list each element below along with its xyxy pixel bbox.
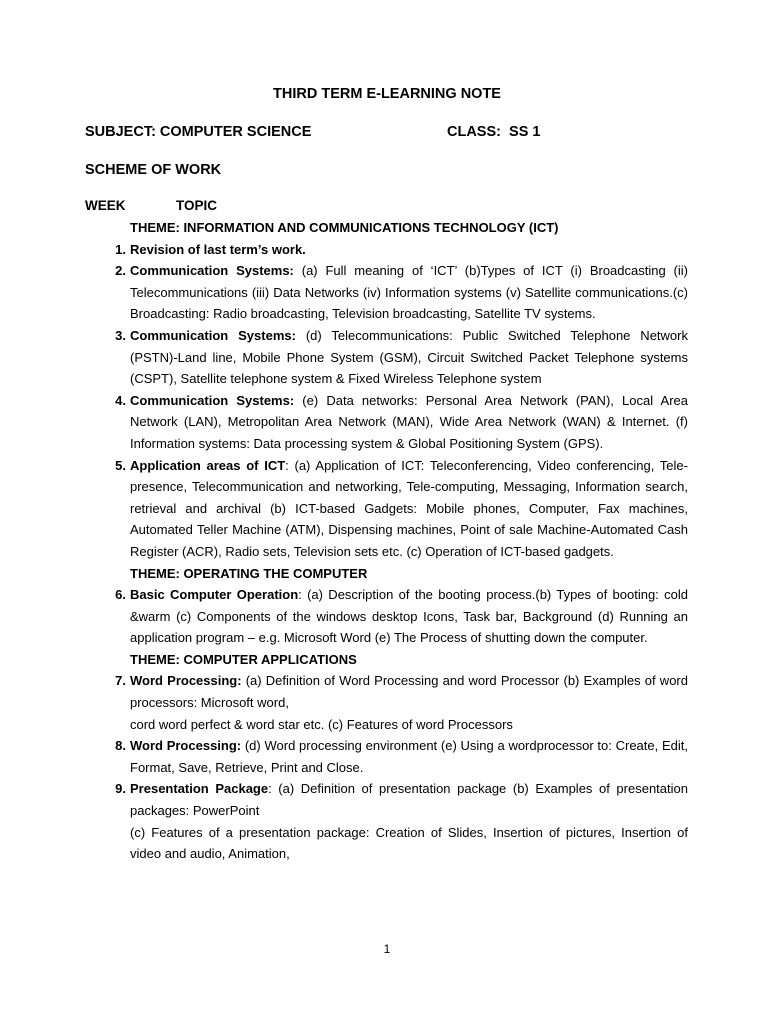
item-text: (d) Word processing environment (e) Using a wordprocessor to: Create, Edit, Format, Save, Retrieve, Print and Close. (130, 738, 688, 775)
item-text: (d) Telecommunications: Public Switched Telephone Network (PSTN)-Land line, Mobile Phone System (GSM), Circuit Switched Packet Telephone systems (CSPT), Satellite telephone system & Fixed Wireless Telephone system (130, 327, 688, 387)
list-item (115, 778, 688, 864)
topic-list-operating (115, 584, 688, 649)
list-item (115, 325, 688, 390)
item-number: 1. (115, 241, 126, 257)
item-continuation: cord word perfect & word star etc. (c) Features of word Processors (130, 716, 513, 732)
item-number: 5. (115, 457, 126, 473)
topic-list-ict (115, 239, 688, 563)
item-number: 4. (115, 392, 126, 408)
theme-heading-operating: THEME: OPERATING THE COMPUTER (130, 565, 368, 581)
item-text: (e) Data networks: Personal Area Network (PAN), Local Area Network (LAN), Metropolitan Area Network (MAN), Wide Area Network (WAN) & Internet. (f) Information systems: Data processing system & Global Positioning System (GPS). (130, 392, 688, 451)
item-number: 6. (115, 587, 126, 603)
item-title: Communication Systems: (130, 327, 296, 343)
item-number: 9. (115, 781, 126, 797)
topic-list-applications (115, 670, 688, 864)
list-item (115, 584, 688, 649)
subject-label: SUBJECT: COMPUTER SCIENCE (85, 124, 312, 140)
item-text: (a) Definition of Word Processing and word Processor (b) Examples of word processors: Microsoft word, (130, 673, 688, 711)
item-continuation: (c) Features of a presentation package: Creation of Slides, Insertion of pictures, Insertion of video and audio, Animation, (130, 824, 688, 862)
list-item (115, 735, 688, 778)
item-number: 2. (115, 263, 126, 279)
item-title: Application areas of ICT (130, 457, 286, 473)
item-number: 8. (115, 738, 126, 754)
item-title: Communication Systems: (130, 392, 295, 408)
theme-heading-applications: THEME: COMPUTER APPLICATIONS (130, 651, 357, 667)
scheme-body (115, 217, 688, 865)
item-title: Revision of last term’s work. (130, 241, 306, 257)
item-number: 3. (115, 327, 126, 343)
item-title: Word Processing: (130, 673, 242, 689)
list-item (115, 670, 688, 735)
item-text: : (a) Description of the booting process.(b) Types of booting: cold &warm (c) Components of the windows desktop Icons, Task bar, Background (d) Running an application program – e.g. Microsoft Word (e) The Process of shutting down the computer. (130, 587, 688, 646)
item-text: (a) Full meaning of ‘ICT’ (b)Types of ICT (i) Broadcasting (ii) Telecommunications (iii) Data Networks (iv) Information systems (v) Satellite communications.(c) Broadcasting: Radio broadcasting, Television broadcasting, Satellite TV systems. (130, 263, 688, 322)
list-item (115, 239, 688, 261)
item-title: Communication Systems: (130, 263, 294, 279)
class-label: CLASS: SS 1 (447, 124, 541, 140)
item-number: 7. (115, 673, 126, 689)
list-item (115, 260, 688, 325)
item-text: : (a) Application of ICT: Teleconferencing, Video conferencing, Tele-presence, Telecommunication and networking, Tele-computing, Messaging, Information search, retrieval and archival (b) ICT-based Gadgets: Mobile phones, Computer, Fax machines, Automated Teller Machine (ATM), Dispensing machines, Point of sale Machine-Automated Cash Register (ACR), Radio sets, Television sets etc. (c) Operation of ICT-based gadgets. (130, 457, 688, 559)
scheme-heading: SCHEME OF WORK (85, 162, 222, 178)
page-number: 1 (383, 942, 391, 956)
list-item (115, 390, 688, 455)
week-column-header: WEEK (85, 198, 126, 213)
page-title: THIRD TERM E-LEARNING NOTE (273, 86, 501, 102)
item-title: Basic Computer Operation (130, 587, 299, 603)
item-title: Presentation Package (130, 781, 269, 797)
item-title: Word Processing: (130, 738, 242, 754)
item-text: : (a) Definition of presentation package (b) Examples of presentation packages: PowerPoint (130, 781, 688, 819)
theme-heading-ict: THEME: INFORMATION AND COMMUNICATIONS TECHNOLOGY (ICT) (130, 220, 559, 235)
list-item (115, 455, 688, 563)
topic-column-header: TOPIC (176, 198, 218, 213)
